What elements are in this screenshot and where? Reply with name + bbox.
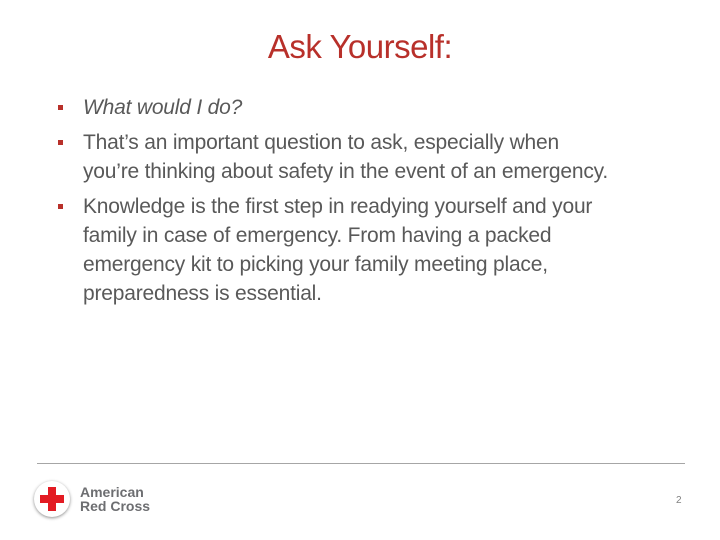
bullet-item bbox=[0, 128, 720, 186]
footer-divider bbox=[37, 463, 685, 464]
page-number: 2 bbox=[676, 495, 682, 506]
bullet-text-line: you’re thinking about safety in the event of an emergency. bbox=[83, 160, 609, 183]
american-red-cross-logo bbox=[34, 481, 150, 517]
red-cross-icon bbox=[34, 481, 70, 517]
bullet-list bbox=[0, 93, 720, 314]
bullet-text-line: emergency kit to picking your family meeting place, bbox=[83, 253, 548, 276]
bullet-marker-icon bbox=[58, 105, 63, 110]
bullet-text-line: family in case of emergency. From having a packed bbox=[83, 224, 552, 247]
bullet-item bbox=[0, 93, 720, 122]
logo-wordmark bbox=[80, 485, 150, 513]
bullet-text-line: That’s an important question to ask, especially when bbox=[83, 131, 559, 154]
bullet-item bbox=[0, 192, 720, 308]
bullet-marker-icon bbox=[58, 140, 63, 145]
bullet-text-line: What would I do? bbox=[83, 96, 243, 119]
bullet-marker-icon bbox=[58, 204, 63, 209]
slide-title: Ask Yourself: bbox=[267, 28, 453, 65]
logo-line-1: American bbox=[80, 484, 144, 500]
bullet-text-line: preparedness is essential. bbox=[83, 282, 322, 305]
logo-line-2: Red Cross bbox=[80, 498, 151, 514]
bullet-text-line: Knowledge is the first step in readying yourself and your bbox=[83, 195, 593, 218]
